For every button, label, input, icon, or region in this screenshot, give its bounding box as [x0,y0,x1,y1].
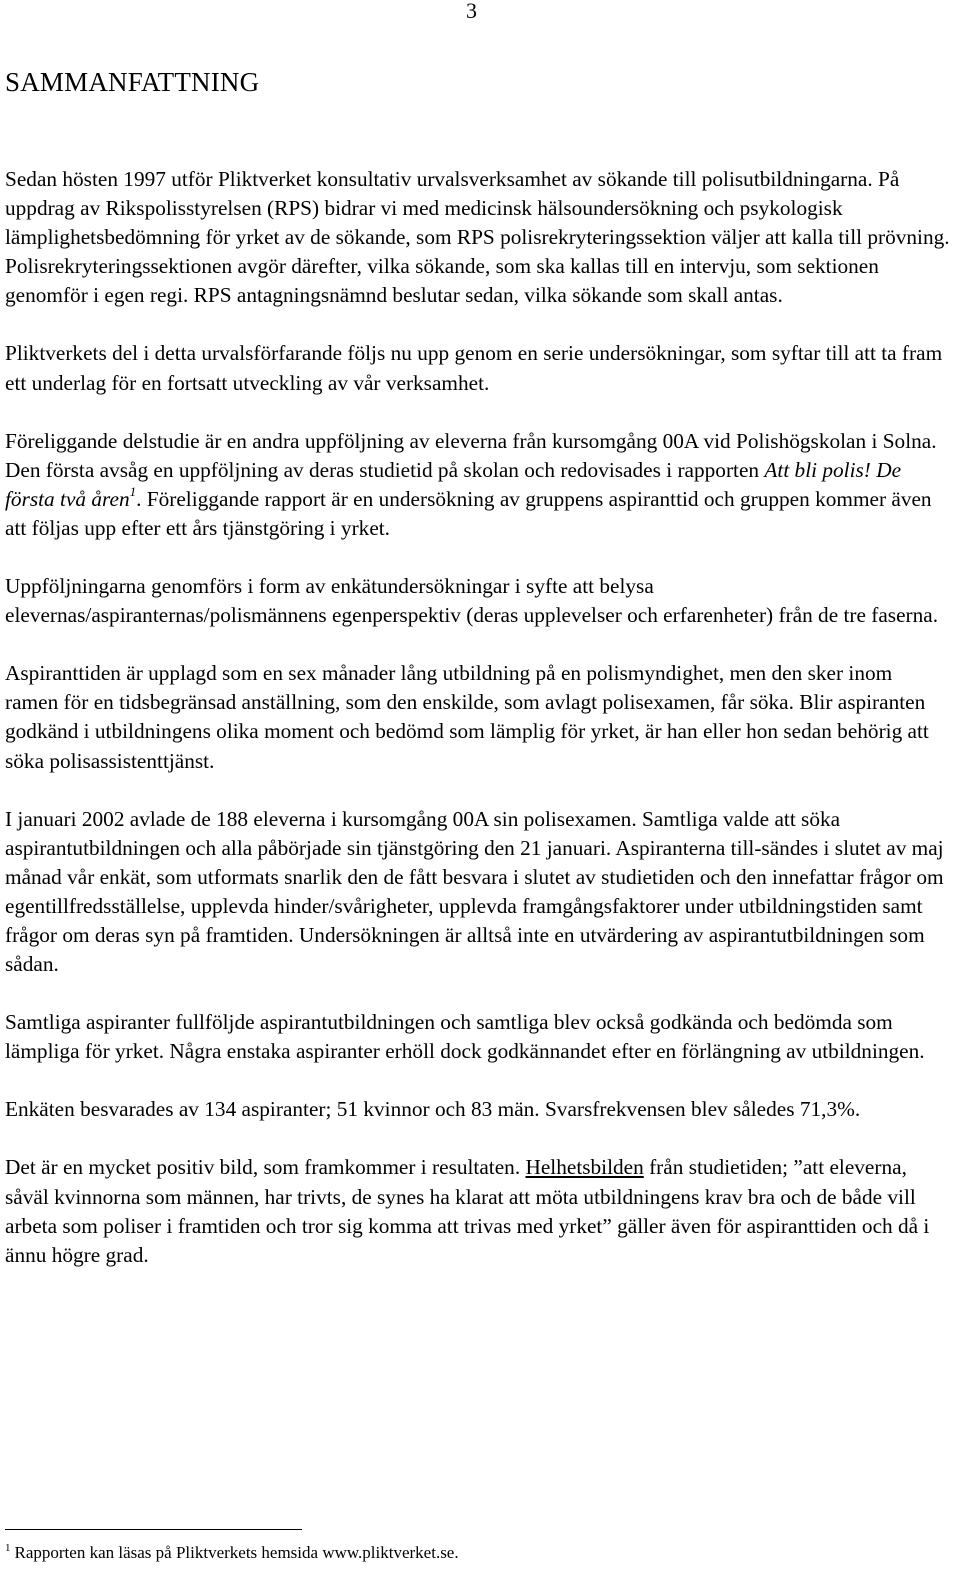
page-number: 3 [466,0,477,23]
paragraph-survey: I januari 2002 avlade de 188 eleverna i kursomgång 00A sin polisexamen. Samtliga valde att söka aspirantutbildningen och alla påbörjade sin tjänstgöring den 21 januari. Aspiranterna till-sändes i slutet av maj månad vår enkät, som utformats snarlik den de fått besvara i slutet av studietiden och den innefattar frågor om egentillfredsställelse, upplevda hinder/svårigheter, upplevda framgångsfaktorer under utbildningstiden samt frågor om deras syn på framtiden. Undersökningen är alltså inte en utvärdering av aspirantutbildningen som sådan. [5,806,944,977]
paragraph-completion: Samtliga aspiranter fullföljde aspirantutbildningen och samtliga blev också godkända och bedömda som lämpliga för yrket. Några enstaka aspiranter erhöll dock godkännandet efter en förlängning av utbildningen. [5,1010,925,1064]
report-title: Att bli polis! De första två åren [5,457,902,511]
paragraph-aspirant-time: Aspiranttiden är upplagd som en sex månader lång utbildning på en polismyndighet, men den sker inom ramen för en tidsbegränsad anställning, som den enskilde, som avlagt polisexamen, får söka. Blir aspiranten godkänd i utbildningens olika moment och bedömd som lämplig för yrket, är han eller hon sedan behörig att söka polisassistenttjänst. [5,661,929,773]
paragraph-method: Uppföljningarna genomförs i form av enkätundersökningar i syfte att belysa elevernas/aspiranternas/polismännens egenperspektiv (deras upplevelser och erfarenheter) från de tre faserna. [5,574,939,628]
paragraph-response-rate: Enkäten besvarades av 134 aspiranter; 51 kvinnor och 83 män. Svarsfrekvensen blev således 71,3%. [5,1097,861,1122]
paragraph-substudy-text-a: Föreliggande delstudie är en andra uppföljning av eleverna från kursomgång 00A vid Polishögskolan i Solna. Den första avsåg en uppföljning av deras studietid på skolan och redovisades i rapporten [5,428,937,482]
body-text [5,165,950,1270]
page-title: SAMMANFATTNING [5,67,260,97]
paragraph-substudy-text-b: . Föreliggande rapport är en undersökning av gruppens aspiranttid och gruppen kommer även att följas upp efter ett års tjänstgöring i yrket. [5,486,932,540]
paragraph-substudy [5,427,950,543]
underlined-term: Helhetsbilden [525,1155,644,1180]
paragraph-conclusion-text-a: Det är en mycket positiv bild, som framkommer i resultaten. [5,1155,526,1180]
paragraph-conclusion [5,1153,950,1269]
paragraph-conclusion-text-b: från studietiden; ”att eleverna, såväl kvinnorna som männen, har trivts, de synes ha klarat att möta utbildningens krav bra och de både vill arbeta som poliser i framtiden och tror sig komma att trivas med yrket” gäller även för aspiranttiden och då i ännu högre grad. [5,1155,930,1267]
footnote-reference: 1 [129,483,137,499]
paragraph-intro: Sedan hösten 1997 utför Pliktverket konsultativ urvalsverksamhet av sökande till polisutbildningarna. På uppdrag av Rikspolisstyrelsen (RPS) bidrar vi med medicinsk hälsoundersökning och psykologisk lämplighetsbedömning för yrket av de sökande, som RPS polisrekryteringssektion väljer att kalla till prövning. Polisrekryteringssektionen avgör därefter, vilka sökande, som ska kallas till en intervju, som sektionen genomför i egen regi. RPS antagningsnämnd beslutar sedan, vilka sökande som skall antas. [5,167,950,308]
footnote [5,1543,459,1563]
paragraph-followup: Pliktverkets del i detta urvalsförfarande följs nu upp genom en serie undersökningar, som syftar till att ta fram ett underlag för en fortsatt utveckling av vår verksamhet. [5,341,943,395]
footnote-text: Rapporten kan läsas på Pliktverkets hemsida www.pliktverket.se. [14,1543,459,1562]
footnote-divider [5,1529,302,1530]
footnote-number: 1 [5,1542,11,1554]
